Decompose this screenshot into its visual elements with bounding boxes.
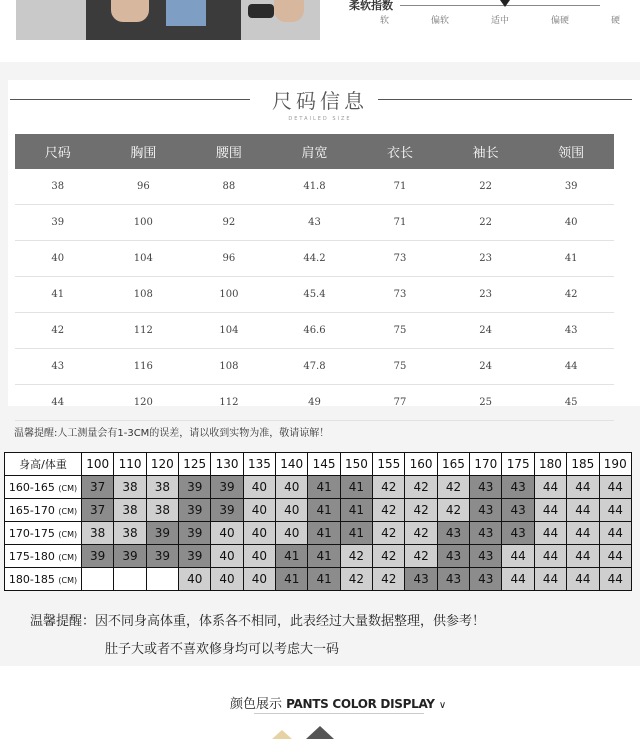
fit-weight-header: 110 <box>114 453 146 476</box>
size-header-cell: 衣长 <box>357 134 443 169</box>
color-display-title-en: PANTS COLOR DISPLAY <box>286 697 435 711</box>
fit-weight-header: 190 <box>599 453 632 476</box>
size-table-cell: 116 <box>101 349 187 385</box>
size-header-cell: 领围 <box>528 134 614 169</box>
fit-height-unit: (CM) <box>58 575 78 585</box>
softness-label: 软 <box>380 16 390 26</box>
fit-weight-header: 100 <box>82 453 114 476</box>
fit-size-cell: 44 <box>567 568 599 591</box>
fit-size-cell: 44 <box>599 522 632 545</box>
size-table-cell: 71 <box>357 205 443 241</box>
product-photo <box>16 0 320 40</box>
fit-size-cell: 43 <box>470 568 502 591</box>
size-table-cell: 39 <box>528 169 614 205</box>
fit-height-unit: (CM) <box>58 506 78 516</box>
fit-size-cell: 39 <box>146 522 178 545</box>
fit-size-cell: 41 <box>308 522 340 545</box>
softness-label: 偏硬 <box>550 16 569 26</box>
fit-height-unit: (CM) <box>58 483 78 493</box>
fit-size-cell: 43 <box>437 522 469 545</box>
color-display-title-cn: 颜色展示 <box>230 697 283 712</box>
size-table-cell: 96 <box>101 169 187 205</box>
fit-size-cell: 40 <box>243 499 275 522</box>
size-table-cell: 45.4 <box>272 277 358 313</box>
fit-size-cell: 43 <box>502 499 534 522</box>
fit-size-cell: 44 <box>599 545 632 568</box>
size-table-cell: 39 <box>15 205 101 241</box>
size-table-cell: 92 <box>186 205 272 241</box>
fit-weight-header: 150 <box>340 453 372 476</box>
size-table-row <box>15 349 614 385</box>
fit-size-cell: 39 <box>179 476 211 499</box>
fit-size-cell: 43 <box>470 522 502 545</box>
size-header-cell: 尺码 <box>15 134 101 169</box>
fit-weight-header: 175 <box>502 453 534 476</box>
size-table-cell: 23 <box>443 241 529 277</box>
fit-size-cell: 44 <box>534 499 566 522</box>
fit-size-cell: 40 <box>179 568 211 591</box>
fit-size-cell: 43 <box>437 568 469 591</box>
size-table-cell: 24 <box>443 313 529 349</box>
fit-weight-header: 140 <box>276 453 308 476</box>
fit-size-cell: 39 <box>114 545 146 568</box>
size-header-cell: 胸围 <box>101 134 187 169</box>
fit-weight-header: 170 <box>470 453 502 476</box>
fit-size-cell: 44 <box>599 499 632 522</box>
fit-size-cell: 42 <box>405 476 437 499</box>
fit-height-label <box>5 499 82 522</box>
fit-size-cell: 43 <box>470 476 502 499</box>
fit-size-cell: 44 <box>534 568 566 591</box>
fit-size-cell: 41 <box>276 545 308 568</box>
size-table-cell: 112 <box>101 313 187 349</box>
fit-size-cell: 42 <box>405 545 437 568</box>
size-info-title: 尺码信息 <box>272 89 368 113</box>
size-table-cell: 108 <box>101 277 187 313</box>
fit-size-cell: 39 <box>82 545 114 568</box>
size-table-row <box>15 313 614 349</box>
fit-size-cell: 37 <box>82 476 114 499</box>
fit-size-cell: 40 <box>243 522 275 545</box>
fit-size-cell: 40 <box>243 545 275 568</box>
fit-weight-header: 130 <box>211 453 243 476</box>
softness-marker <box>500 0 510 7</box>
size-table-cell: 108 <box>186 349 272 385</box>
fit-size-cell: 39 <box>211 476 243 499</box>
size-table-cell: 73 <box>357 241 443 277</box>
fit-size-cell: 40 <box>243 568 275 591</box>
fit-weight-header: 125 <box>179 453 211 476</box>
fit-size-cell: 44 <box>502 545 534 568</box>
softness-labels <box>380 13 620 26</box>
fit-size-cell: 44 <box>534 476 566 499</box>
size-table-cell: 41 <box>528 241 614 277</box>
color-swatch-gold <box>272 730 292 739</box>
size-table-cell: 49 <box>272 385 358 421</box>
size-table-cell: 73 <box>357 277 443 313</box>
fit-weight-header: 155 <box>373 453 405 476</box>
size-table-cell: 44.2 <box>272 241 358 277</box>
fit-chart-row <box>5 522 632 545</box>
fit-size-cell: 42 <box>373 522 405 545</box>
size-header-cell: 肩宽 <box>272 134 358 169</box>
fit-size-cell: 41 <box>276 568 308 591</box>
size-table-cell: 43 <box>272 205 358 241</box>
fit-size-cell: 39 <box>179 499 211 522</box>
chevron-down-icon: ∨ <box>438 700 447 711</box>
fit-size-cell: 42 <box>373 476 405 499</box>
fit-size-cell: 41 <box>308 476 340 499</box>
fit-size-cell <box>82 568 114 591</box>
fit-size-cell: 42 <box>340 568 372 591</box>
fit-size-cell <box>114 568 146 591</box>
size-table-cell: 104 <box>101 241 187 277</box>
fit-size-cell: 44 <box>567 522 599 545</box>
fit-height-unit: (CM) <box>58 529 78 539</box>
fit-size-cell: 40 <box>276 499 308 522</box>
fit-size-cell: 40 <box>243 476 275 499</box>
softness-title: 柔软指数 <box>349 0 393 12</box>
fit-size-cell: 41 <box>308 499 340 522</box>
fit-weight-header: 185 <box>567 453 599 476</box>
fit-height-range: 165-170 <box>8 503 55 517</box>
softness-label: 偏软 <box>430 16 449 26</box>
fit-height-range: 175-180 <box>8 549 55 563</box>
fit-height-label <box>5 568 82 591</box>
size-table-cell: 43 <box>528 313 614 349</box>
size-table <box>15 134 614 421</box>
size-table-cell: 96 <box>186 241 272 277</box>
fit-size-cell: 43 <box>437 545 469 568</box>
fit-height-range: 160-165 <box>8 480 55 494</box>
size-table-cell: 22 <box>443 169 529 205</box>
fit-size-cell: 38 <box>114 476 146 499</box>
fit-size-cell: 40 <box>211 545 243 568</box>
size-table-cell: 120 <box>101 385 187 421</box>
fit-size-cell: 44 <box>502 568 534 591</box>
fit-size-cell: 38 <box>146 476 178 499</box>
size-table-row <box>15 205 614 241</box>
fit-size-cell: 39 <box>211 499 243 522</box>
size-table-cell: 100 <box>186 277 272 313</box>
size-header-cell: 腰围 <box>186 134 272 169</box>
fit-size-cell: 41 <box>340 522 372 545</box>
fit-size-cell <box>146 568 178 591</box>
fit-weight-header: 180 <box>534 453 566 476</box>
fit-chart-table <box>4 452 632 591</box>
fit-size-cell: 40 <box>211 522 243 545</box>
color-swatch-dark <box>306 726 334 739</box>
size-table-cell: 40 <box>15 241 101 277</box>
softness-label: 硬 <box>610 16 620 26</box>
fit-size-cell: 44 <box>567 499 599 522</box>
size-table-cell: 104 <box>186 313 272 349</box>
size-table-cell: 23 <box>443 277 529 313</box>
size-table-row <box>15 385 614 421</box>
fit-size-cell: 42 <box>373 545 405 568</box>
fit-height-label <box>5 545 82 568</box>
fit-size-cell: 40 <box>276 476 308 499</box>
fit-size-cell: 41 <box>340 476 372 499</box>
size-table-cell: 40 <box>528 205 614 241</box>
size-table-cell: 22 <box>443 205 529 241</box>
fit-chart-corner: 身高/体重 <box>5 453 82 476</box>
fit-weight-header: 165 <box>437 453 469 476</box>
size-header-cell: 袖长 <box>443 134 529 169</box>
fit-height-label <box>5 476 82 499</box>
size-table-cell: 77 <box>357 385 443 421</box>
fit-size-cell: 43 <box>470 545 502 568</box>
fit-size-cell: 43 <box>405 568 437 591</box>
fit-size-cell: 41 <box>340 499 372 522</box>
size-table-cell: 75 <box>357 313 443 349</box>
size-table-cell: 43 <box>15 349 101 385</box>
measurement-tip: 温馨提醒:人工测量会有1-3CM的误差，请以收到实物为准，敬请谅解！ <box>14 428 330 439</box>
fit-chart-row <box>5 476 632 499</box>
fit-size-cell: 44 <box>567 545 599 568</box>
size-table-cell: 41 <box>15 277 101 313</box>
fit-size-cell: 44 <box>534 522 566 545</box>
fit-weight-header: 135 <box>243 453 275 476</box>
fit-weight-header: 160 <box>405 453 437 476</box>
fit-size-cell: 39 <box>146 545 178 568</box>
fit-size-cell: 44 <box>567 476 599 499</box>
fit-size-cell: 41 <box>308 545 340 568</box>
fit-size-cell: 39 <box>179 545 211 568</box>
fit-size-cell: 44 <box>599 476 632 499</box>
size-table-row <box>15 169 614 205</box>
size-table-cell: 44 <box>15 385 101 421</box>
fit-size-cell: 42 <box>340 545 372 568</box>
fit-size-cell: 42 <box>405 499 437 522</box>
color-display-title <box>230 693 446 712</box>
size-table-cell: 25 <box>443 385 529 421</box>
fit-height-unit: (CM) <box>58 552 78 562</box>
fit-size-cell: 43 <box>470 499 502 522</box>
fit-size-cell: 40 <box>211 568 243 591</box>
size-table-cell: 41.8 <box>272 169 358 205</box>
fit-size-cell: 44 <box>599 568 632 591</box>
fit-height-label <box>5 522 82 545</box>
size-table-cell: 24 <box>443 349 529 385</box>
header-divider-right <box>378 99 632 100</box>
fit-chart-row <box>5 568 632 591</box>
fit-size-cell: 42 <box>405 522 437 545</box>
fit-size-cell: 41 <box>308 568 340 591</box>
header-divider-left <box>10 99 250 100</box>
size-table-cell: 38 <box>15 169 101 205</box>
fit-size-cell: 38 <box>82 522 114 545</box>
size-table-cell: 42 <box>15 313 101 349</box>
fit-chart-header <box>5 453 632 476</box>
size-table-cell: 42 <box>528 277 614 313</box>
fit-weight-header: 120 <box>146 453 178 476</box>
fit-size-cell: 43 <box>502 522 534 545</box>
fit-size-cell: 39 <box>179 522 211 545</box>
fit-weight-header: 145 <box>308 453 340 476</box>
fit-height-range: 170-175 <box>8 526 55 540</box>
fit-size-cell: 38 <box>114 522 146 545</box>
fit-size-cell: 44 <box>534 545 566 568</box>
fit-size-cell: 38 <box>146 499 178 522</box>
fit-size-cell: 42 <box>437 499 469 522</box>
fit-tip-line1: 温馨提醒：因不同身高体重，体系各不相同，此表经过大量数据整理，供参考！ <box>30 614 486 629</box>
size-table-cell: 71 <box>357 169 443 205</box>
softness-label: 适中 <box>490 16 509 26</box>
fit-size-cell: 40 <box>276 522 308 545</box>
size-table-cell: 45 <box>528 385 614 421</box>
size-table-cell: 100 <box>101 205 187 241</box>
size-table-cell: 88 <box>186 169 272 205</box>
size-table-cell: 44 <box>528 349 614 385</box>
size-table-header <box>15 134 614 169</box>
fit-size-cell: 38 <box>114 499 146 522</box>
fit-size-cell: 43 <box>502 476 534 499</box>
size-info-subtitle: DETAILED SIZE <box>288 116 352 122</box>
fit-height-range: 180-185 <box>8 572 55 586</box>
fit-size-cell: 42 <box>373 499 405 522</box>
fit-chart-row <box>5 499 632 522</box>
size-table-cell: 47.8 <box>272 349 358 385</box>
fit-chart-row <box>5 545 632 568</box>
fit-tip-line2: 肚子大或者不喜欢修身均可以考虑大一码 <box>105 642 340 657</box>
size-table-cell: 75 <box>357 349 443 385</box>
size-table-cell: 112 <box>186 385 272 421</box>
size-table-cell: 46.6 <box>272 313 358 349</box>
fit-size-cell: 37 <box>82 499 114 522</box>
fit-size-cell: 42 <box>437 476 469 499</box>
color-display-underline <box>254 713 424 714</box>
size-table-row <box>15 277 614 313</box>
fit-size-cell: 42 <box>373 568 405 591</box>
size-table-row <box>15 241 614 277</box>
